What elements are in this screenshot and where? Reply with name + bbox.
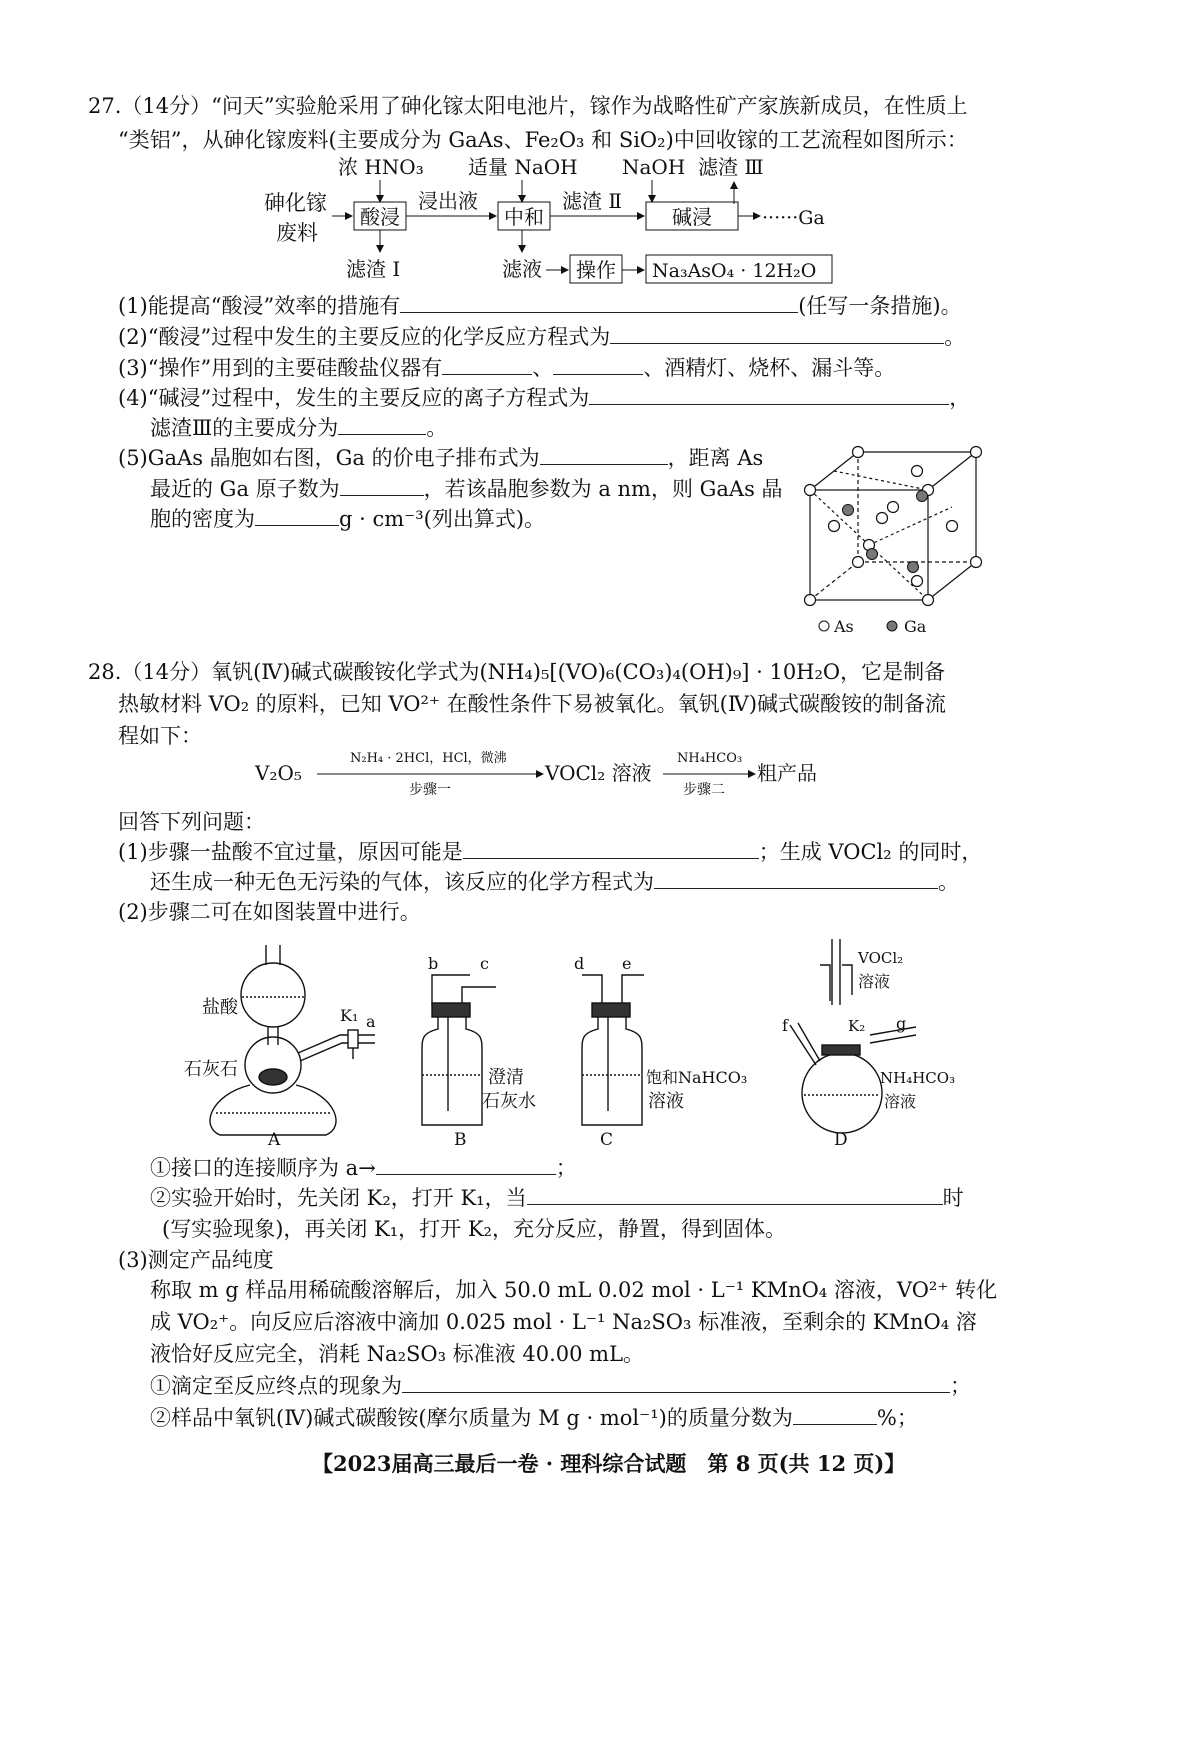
q27-header-2: “类铝”，从砷化镓废料(主要成分为 GaAs、Fe₂O₃ 和 SiO₂)中回收镓的工艺流程如图所示： — [118, 128, 968, 152]
page-footer: 【2023届高三最后一卷 · 理科综合试题 第 8 页(共 12 页)】 — [312, 1451, 906, 1476]
scheme-start: V₂O₅ — [255, 761, 302, 785]
label-limewater-1: 澄清 — [488, 1067, 524, 1088]
q28-header-2: 热敏材料 VO₂ 的原料，已知 VO²⁺ 在酸性条件下易被氧化。氧钒(Ⅳ)碱式碳酸铵的制备流 — [118, 692, 947, 716]
q28-p1-blank-2[interactable] — [654, 868, 938, 889]
label-k1: K₁ — [340, 1006, 359, 1025]
q27-p3-text: (3)“操作”用到的主要硅酸盐仪器有 — [118, 356, 443, 380]
q28-s1-end: ； — [555, 1156, 577, 1180]
q27-part-5-line-2 — [150, 475, 783, 503]
feed-label-1: 砷化镓 — [264, 191, 327, 215]
label-acid: 盐酸 — [202, 997, 238, 1018]
q28-s1-blank[interactable] — [376, 1154, 556, 1175]
q28-t1-blank[interactable] — [402, 1372, 950, 1393]
leachate-label: 浸出液 — [418, 189, 478, 213]
q27-p5-text-1: (5)GaAs 晶胞如右图，Ga 的价电子排布式为 — [118, 446, 540, 470]
reagent-hno3: 浓 HNO₃ — [338, 155, 424, 179]
q27-p5-blank-3[interactable] — [255, 505, 339, 526]
label-a: a — [366, 1012, 376, 1031]
q28-part-2: (2)步骤二可在如图装置中进行。 — [118, 900, 421, 924]
label-C: C — [600, 1130, 614, 1150]
q28-part-3-line-1: 称取 m g 样品用稀硫酸溶解后，加入 50.0 mL 0.02 mol · L⁻¹ KMnO₄ 溶液，VO²⁺ 转化 — [150, 1278, 998, 1302]
q27-p4-blank-2[interactable] — [338, 414, 426, 435]
q28-t2-end: %； — [876, 1406, 918, 1430]
q28-apparatus-diagram — [170, 935, 956, 1150]
label-nahco3-2: 溶液 — [648, 1091, 684, 1112]
box-product: Na₃AsO₄ · 12H₂O — [652, 260, 817, 282]
q27-p1-tail: (任写一条措施)。 — [798, 294, 962, 318]
q28-t1-text: ①滴定至反应终点的现象为 — [150, 1374, 402, 1398]
q28-p1-text: (1)步骤一盐酸不宜过量，原因可能是 — [118, 840, 463, 864]
residue-1: 滤渣 Ⅰ — [346, 257, 401, 281]
label-limewater-2: 石灰水 — [482, 1091, 536, 1112]
label-A: A — [268, 1130, 281, 1150]
q27-p3-sep: 、 — [532, 356, 554, 380]
label-c: c — [480, 954, 489, 973]
q28-header-3: 程如下： — [118, 724, 202, 748]
reagent-naoh-1: 适量 NaOH — [468, 155, 578, 179]
q28-sub-1 — [150, 1154, 577, 1182]
label-d: d — [574, 954, 585, 973]
q27-p5-text-5: 胞的密度为 — [150, 507, 255, 531]
q27-p2-tail: 。 — [944, 325, 966, 349]
q27-part-5-line-3 — [150, 505, 545, 533]
residue-3: 滤渣 Ⅲ — [698, 155, 764, 179]
q27-p4-text: (4)“碱浸”过程中，发生的主要反应的离子方程式为 — [118, 386, 590, 410]
label-B: B — [454, 1130, 467, 1150]
q27-p2-text: (2)“酸浸”过程中发生的主要反应的化学反应方程式为 — [118, 325, 611, 349]
q28-s2-blank[interactable] — [527, 1184, 943, 1205]
scheme-step-1: 步骤一 — [409, 782, 451, 798]
label-f: f — [782, 1016, 788, 1035]
label-g: g — [896, 1014, 907, 1033]
q27-flowchart — [250, 152, 870, 287]
q27-p3-tail: 、酒精灯、烧杯、漏斗等。 — [643, 356, 896, 380]
box-alkali-leach: 碱浸 — [672, 205, 712, 229]
label-limestone: 石灰石 — [184, 1059, 238, 1080]
q28-p1-blank-1[interactable] — [463, 838, 759, 859]
label-D: D — [834, 1130, 848, 1150]
q28-titration-1 — [150, 1372, 971, 1400]
q27-p3-blank-1[interactable] — [442, 354, 532, 375]
q27-p5-text-3: 最近的 Ga 原子数为 — [150, 477, 340, 501]
q28-part-3: (3)测定产品纯度 — [118, 1248, 274, 1272]
label-e: e — [622, 954, 632, 973]
scheme-step-2: 步骤二 — [683, 782, 725, 798]
q27-p5-blank-1[interactable] — [540, 444, 668, 465]
label-k2: K₂ — [848, 1017, 866, 1035]
label-b: b — [428, 954, 439, 973]
q28-t2-blank[interactable] — [793, 1404, 877, 1425]
legend-ga: Ga — [904, 617, 927, 636]
q27-part-5 — [118, 444, 763, 472]
scheme-cond-1: N₂H₄ · 2HCl，HCl，微沸 — [350, 751, 507, 766]
label-nh4hco3-1: NH₄HCO₃ — [880, 1069, 956, 1087]
q28-t1-end: ； — [950, 1374, 971, 1398]
q27-p4-residue-text: 滤渣Ⅲ的主要成分为 — [150, 416, 339, 440]
q28-part-1 — [118, 838, 982, 866]
q27-p5-text-2: ，距离 As — [667, 446, 764, 470]
q27-part-2 — [118, 323, 965, 351]
q27-p4-blank-1[interactable] — [589, 384, 949, 405]
q27-p5-text-4: ，若该晶胞参数为 a nm，则 GaAs 晶 — [423, 477, 783, 501]
q28-answer-intro: 回答下列问题： — [118, 810, 265, 834]
q27-p5-text-6: g · cm⁻³(列出算式)。 — [339, 507, 546, 531]
q28-p1-text-3: 还生成一种无色无污染的气体，该反应的化学方程式为 — [150, 870, 654, 894]
q28-part-3-line-3: 液恰好反应完全，消耗 Na₂SO₃ 标准液 40.00 mL。 — [150, 1342, 645, 1366]
q27-part-4 — [118, 384, 970, 412]
label-nh4hco3-2: 溶液 — [884, 1092, 917, 1111]
q28-sub-2-line-2: (写实验现象)，再关闭 K₁，打开 K₂，充分反应，静置，得到固体。 — [162, 1217, 786, 1241]
box-acid-leach: 酸浸 — [360, 205, 400, 229]
gaas-unit-cell-diagram — [800, 440, 1000, 640]
q28-p1-text-2: ；生成 VOCl₂ 的同时， — [758, 840, 983, 864]
q28-part-3-line-2: 成 VO₂⁺。向反应后溶液中滴加 0.025 mol · L⁻¹ Na₂SO₃ 标准液，至剩余的 KMnO₄ 溶 — [150, 1310, 977, 1334]
reagent-naoh-2: NaOH — [622, 155, 686, 179]
q28-titration-2 — [150, 1404, 918, 1432]
box-neutralize: 中和 — [504, 205, 544, 229]
box-operation: 操作 — [576, 258, 616, 282]
q27-p1-answer-blank[interactable] — [400, 292, 798, 313]
q27-p3-blank-2[interactable] — [553, 354, 643, 375]
q28-header: 28.（14分）氧钒(Ⅳ)碱式碳酸铵化学式为(NH₄)₅[(VO)₆(CO₃)₄(OH)₉] · 10H₂O，它是制备 — [88, 660, 946, 684]
scheme-cond-2: NH₄HCO₃ — [677, 751, 743, 766]
filtrate-label: 滤液 — [502, 257, 542, 281]
q28-part-1-line-2 — [150, 868, 959, 896]
q27-part-4-line-2 — [150, 414, 447, 442]
q28-s1-text: ①接口的连接顺序为 a→ — [150, 1156, 376, 1180]
q28-s2-text: ②实验开始时，先关闭 K₂，打开 K₁，当 — [150, 1186, 527, 1210]
legend-as: As — [834, 617, 854, 636]
q28-scheme — [255, 742, 855, 804]
feed-label-2: 废料 — [276, 221, 318, 245]
q27-p4-comma: ， — [949, 386, 971, 410]
q27-part-1 — [118, 292, 962, 320]
scheme-end: 粗产品 — [757, 761, 817, 785]
q27-p1-text: (1)能提高“酸浸”效率的措施有 — [118, 294, 401, 318]
ga-output: ······Ga — [762, 207, 825, 229]
q27-p5-blank-2[interactable] — [340, 475, 424, 496]
q27-p4-end: 。 — [426, 416, 448, 440]
q28-s2-tail: 时 — [942, 1186, 964, 1210]
q28-t2-text: ②样品中氧钒(Ⅳ)碱式碳酸铵(摩尔质量为 M g · mol⁻¹)的质量分数为 — [150, 1406, 793, 1430]
label-vocl2-1: VOCl₂ — [858, 949, 904, 967]
q28-p1-end: 。 — [938, 870, 959, 894]
label-nahco3-1: 饱和NaHCO₃ — [646, 1068, 748, 1087]
label-vocl2-2: 溶液 — [858, 972, 891, 991]
q28-sub-2 — [150, 1184, 964, 1212]
q27-header: 27.（14分）“问天”实验舱采用了砷化镓太阳电池片，镓作为战略性矿产家族新成员，在性质上 — [88, 94, 968, 118]
residue-2: 滤渣 Ⅱ — [562, 189, 622, 213]
scheme-mid: VOCl₂ 溶液 — [545, 761, 652, 785]
q27-part-3 — [118, 354, 895, 382]
q27-p2-answer-blank[interactable] — [610, 323, 944, 344]
